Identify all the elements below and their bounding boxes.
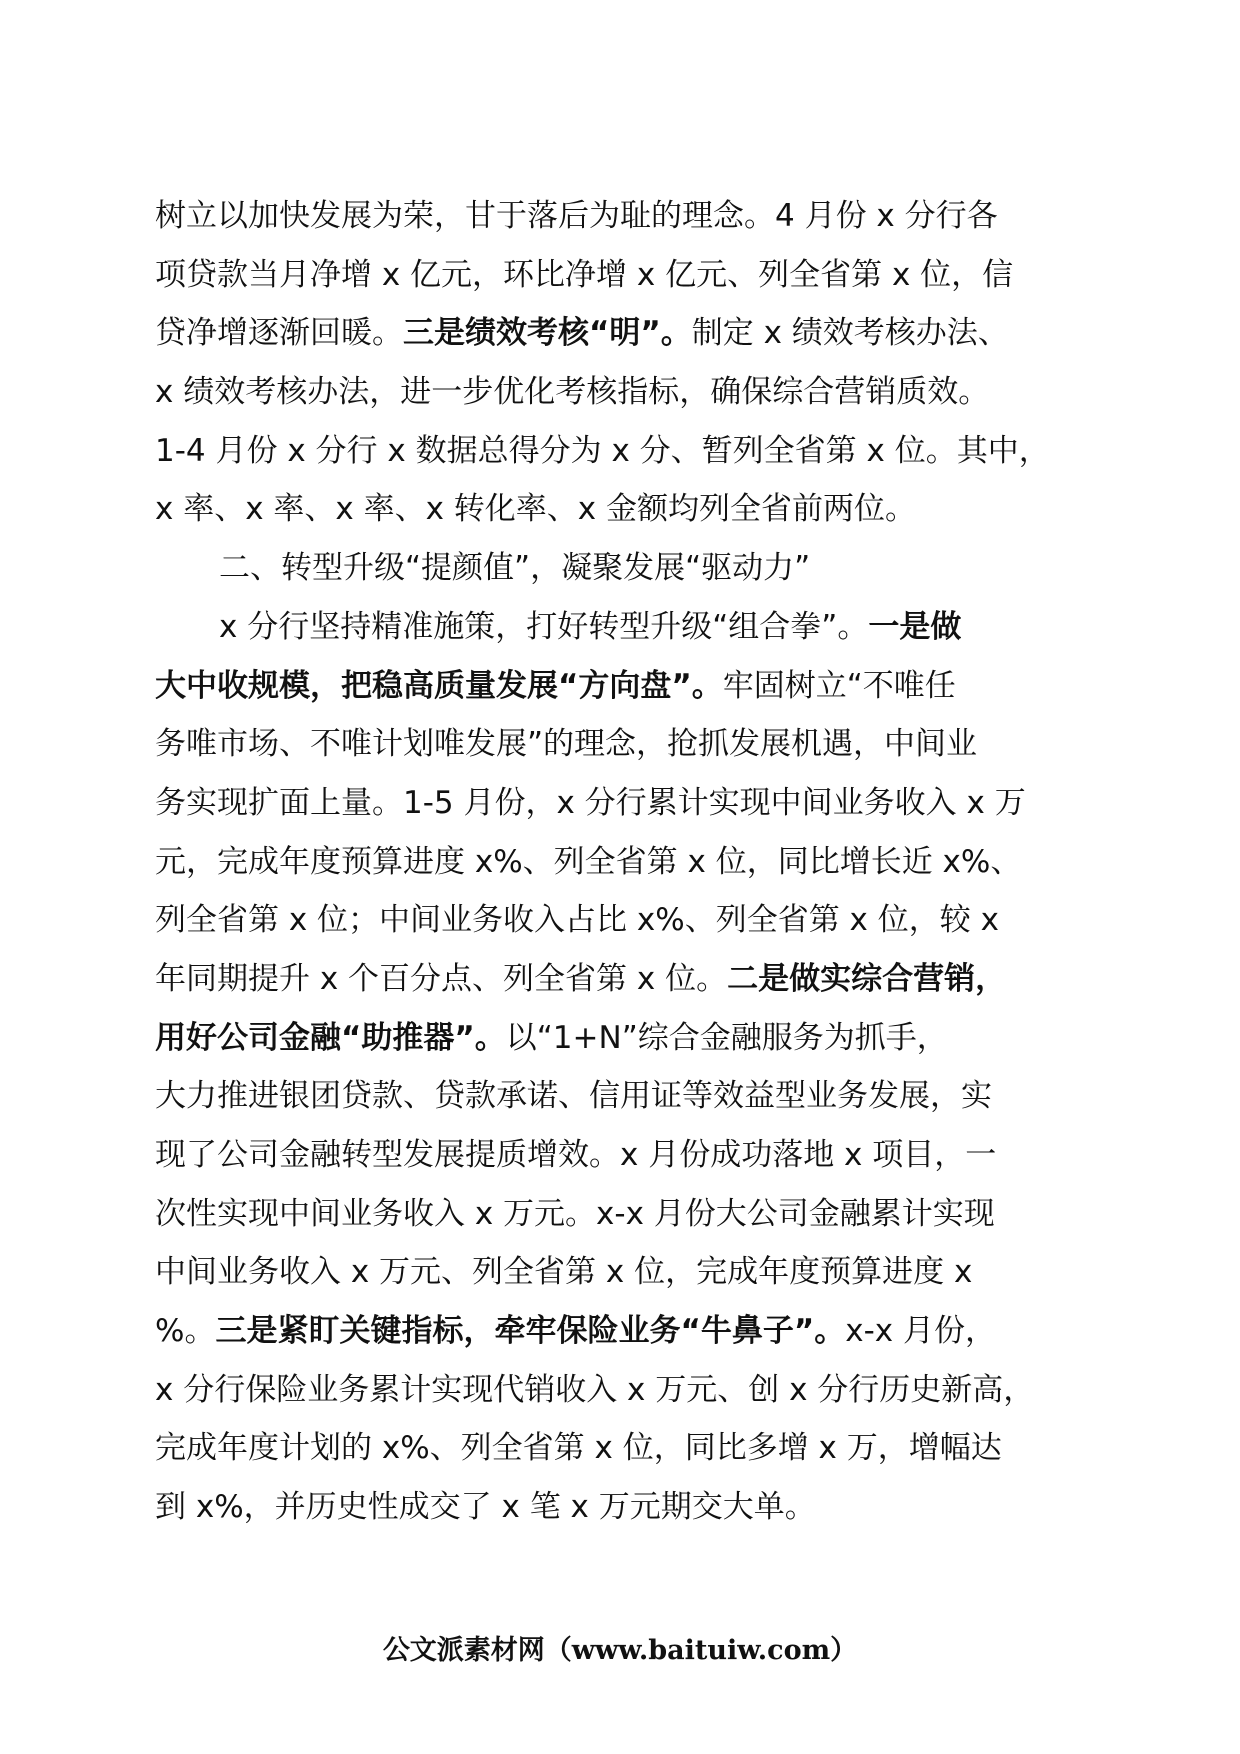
text-line xyxy=(155,715,1085,774)
text-line xyxy=(155,422,1085,481)
bold-heading-run: 二是做实综合营销， xyxy=(727,960,1007,997)
text-run: 现了公司金融转型发展提质增效。x 月份成功落地 x 项目，一 xyxy=(155,1137,997,1173)
text-run: x 绩效考核办法，进一步优化考核指标，确保综合营销质效。 xyxy=(155,374,990,411)
text-run: 大力推进银团贷款、贷款承诺、信用证等效益型业务发展，实 xyxy=(155,1078,992,1115)
text-run: 年同期提升 x 个百分点、列全省第 x 位。 xyxy=(155,960,728,997)
text-line xyxy=(155,1361,1085,1420)
text-line xyxy=(155,598,1085,657)
text-line xyxy=(155,1185,1085,1244)
text-run: 以“1+N”综合金融服务为抓手， xyxy=(505,1019,948,1056)
text-run: x-x 月份， xyxy=(845,1313,996,1350)
text-line xyxy=(155,363,1085,422)
text-line xyxy=(155,833,1085,892)
text-line xyxy=(155,304,1085,363)
text-run: 完成年度计划的 x%、列全省第 x 位，同比多增 x 万，增幅达 xyxy=(155,1430,1002,1467)
text-run: 二、转型升级“提颜值”，凝聚发展“驱动力” xyxy=(219,550,811,587)
text-line xyxy=(155,1009,1085,1068)
text-line xyxy=(155,246,1085,305)
text-line xyxy=(155,1419,1085,1478)
text-line xyxy=(155,774,1085,833)
text-run: 列全省第 x 位；中间业务收入占比 x%、列全省第 x 位，较 x xyxy=(155,902,999,939)
bold-heading-run: 大中收规模，把稳高质量发展“方向盘”。 xyxy=(155,667,723,704)
text-run: 贷净增逐渐回暖。 xyxy=(155,315,403,352)
text-run: 牢固树立“不唯任 xyxy=(722,667,956,704)
text-line xyxy=(155,1243,1085,1302)
text-run: 次性实现中间业务收入 x 万元。x-x 月份大公司金融累计实现 xyxy=(155,1195,995,1232)
text-run: 元，完成年度预算进度 x%、列全省第 x 位，同比增长近 x%、 xyxy=(155,843,1022,880)
text-line xyxy=(155,1302,1085,1361)
text-run: 树立以加快发展为荣，甘于落后为耻的理念。4 月份 x 分行各 xyxy=(155,198,998,234)
text-run: 项贷款当月净增 x 亿元，环比净增 x 亿元、列全省第 x 位，信 xyxy=(155,256,1014,293)
bold-heading-run: 三是紧盯关键指标，牵牢保险业务“牛鼻子”。 xyxy=(215,1313,846,1350)
text-line xyxy=(155,480,1085,539)
text-run: 到 x%，并历史性成交了 x 笔 x 万元期交大单。 xyxy=(155,1489,816,1526)
text-run: 1-4 月份 x 分行 x 数据总得分为 x 分、暂列全省第 x 位。其中， xyxy=(155,432,1050,469)
text-line xyxy=(155,187,1085,246)
text-run: 务唯市场、不唯计划唯发展”的理念，抢抓发展机遇，中间业 xyxy=(155,726,978,763)
text-line xyxy=(155,1126,1085,1185)
bold-heading-run: 三是绩效考核“明”。 xyxy=(403,315,692,352)
text-run: 中间业务收入 x 万元、列全省第 x 位，完成年度预算进度 x xyxy=(155,1254,973,1291)
text-line xyxy=(155,657,1085,716)
section-heading xyxy=(155,539,1085,598)
text-line xyxy=(155,1067,1085,1126)
text-run: %。 xyxy=(155,1313,216,1350)
text-line xyxy=(155,950,1085,1009)
text-run: x 率、x 率、x 率、x 转化率、x 金额均列全省前两位。 xyxy=(155,491,916,528)
body-text xyxy=(155,187,1085,1537)
footer-source-label: 公文派素材网（www.baituiw.com） xyxy=(382,1635,858,1666)
text-run: 务实现扩面上量。1-5 月份，x 分行累计实现中间业务收入 x 万 xyxy=(155,784,1026,821)
text-run: x 分行坚持精准施策，打好转型升级“组合拳”。 xyxy=(219,608,869,645)
text-run: 制定 x 绩效考核办法、 xyxy=(691,315,1009,352)
text-line xyxy=(155,891,1085,950)
bold-heading-run: 用好公司金融“助推器”。 xyxy=(155,1019,506,1056)
text-line xyxy=(155,1478,1085,1537)
bold-heading-run: 一是做 xyxy=(868,608,962,645)
text-run: x 分行保险业务累计实现代销收入 x 万元、创 x 分行历史新高， xyxy=(155,1371,1035,1408)
